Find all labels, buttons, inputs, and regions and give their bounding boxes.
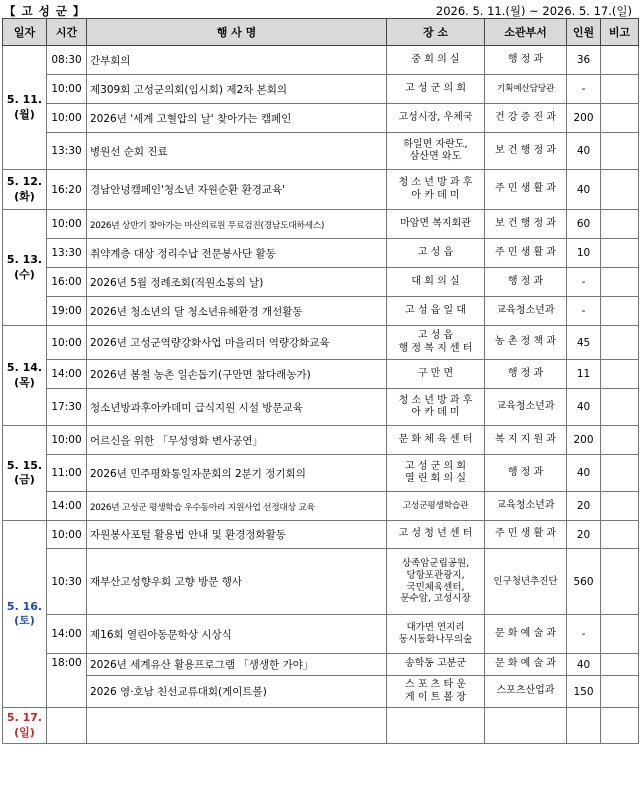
people-cell: 40 <box>567 133 601 170</box>
note-cell <box>601 492 639 521</box>
note-cell <box>601 615 639 654</box>
time-cell: 16:20 <box>47 170 87 210</box>
dept-cell: 행 정 과 <box>485 360 567 389</box>
place-cell: 스 포 츠 타 운 게 이 트 볼 장 <box>387 676 485 708</box>
people-cell: 11 <box>567 360 601 389</box>
place-cell: 하일면 자란도, 삼산면 와도 <box>387 133 485 170</box>
org-title: 【 고 성 군 】 <box>4 4 86 18</box>
time-cell: 10:00 <box>47 104 87 133</box>
event-cell: 자원봉사포털 활용법 안내 및 환경정화활동 <box>87 521 387 549</box>
col-header-event: 행 사 명 <box>87 19 387 46</box>
people-cell: 560 <box>567 549 601 615</box>
dept-cell: 보 건 행 정 과 <box>485 133 567 170</box>
table-row <box>3 104 639 133</box>
table-row <box>3 75 639 104</box>
time-cell: 14:00 <box>47 615 87 654</box>
dept-cell: 주 민 생 활 과 <box>485 170 567 210</box>
time-cell: 10:00 <box>47 426 87 455</box>
dept-cell: 교육청소년과 <box>485 297 567 326</box>
people-cell: 200 <box>567 104 601 133</box>
event-cell: 2026 영·호남 친선교류대회(게이트볼) <box>87 676 387 708</box>
note-cell <box>601 676 639 708</box>
col-header-place: 장 소 <box>387 19 485 46</box>
dept-cell: 스포츠산업과 <box>485 676 567 708</box>
event-cell: 2026년 봄철 농촌 일손돕기(구만면 참다래농가) <box>87 360 387 389</box>
table-row <box>3 615 639 654</box>
table-row <box>3 210 639 239</box>
place-cell: 고 성 청 년 센 터 <box>387 521 485 549</box>
time-cell: 18:00 <box>47 654 87 708</box>
people-cell: 45 <box>567 326 601 360</box>
place-cell: 고 성 군 의 회 열 린 회 의 실 <box>387 455 485 492</box>
time-cell: 13:30 <box>47 133 87 170</box>
place-cell: 상족암군립공원, 당항포관광지, 국민체육센터, 문수암, 고성시장 <box>387 549 485 615</box>
dept-cell: 교육청소년과 <box>485 389 567 426</box>
event-cell: 제16회 열린아동문학상 시상식 <box>87 615 387 654</box>
note-cell <box>601 297 639 326</box>
event-cell: 병원선 순회 진료 <box>87 133 387 170</box>
note-cell <box>601 360 639 389</box>
note-cell <box>601 210 639 239</box>
col-header-date: 일자 <box>3 19 47 46</box>
date-cell: 5. 11. (월) <box>3 46 47 170</box>
event-cell: 취약계층 대상 정리수납 전문봉사단 활동 <box>87 239 387 268</box>
dept-cell: 문 화 예 술 과 <box>485 615 567 654</box>
dept-cell: 복 지 지 원 과 <box>485 426 567 455</box>
table-row <box>3 654 639 676</box>
event-cell: 경남안녕캠페인'청소년 자원순환 환경교육' <box>87 170 387 210</box>
people-cell: - <box>567 75 601 104</box>
table-row <box>3 268 639 297</box>
note-cell <box>601 268 639 297</box>
schedule-period: 2026. 5. 11.(월) ~ 2026. 5. 17.(일) <box>435 4 632 18</box>
dept-cell: 보 건 행 정 과 <box>485 210 567 239</box>
dept-cell: 기획예산담당관 <box>485 75 567 104</box>
document-header <box>0 0 640 18</box>
dept-cell <box>485 708 567 744</box>
people-cell: 40 <box>567 170 601 210</box>
people-cell: 150 <box>567 676 601 708</box>
dept-cell: 주 민 생 활 과 <box>485 239 567 268</box>
dept-cell: 행 정 과 <box>485 46 567 75</box>
table-row <box>3 426 639 455</box>
event-cell: 2026년 5월 정례조회(직원소통의 날) <box>87 268 387 297</box>
event-cell: 2026년 상반기 찾아가는 마산의료원 무료검진(경남도대하세스) <box>87 210 387 239</box>
event-cell <box>87 708 387 744</box>
note-cell <box>601 549 639 615</box>
time-cell: 16:00 <box>47 268 87 297</box>
people-cell: - <box>567 297 601 326</box>
col-header-time: 시간 <box>47 19 87 46</box>
note-cell <box>601 104 639 133</box>
event-cell: 2026년 민주평화통일자문회의 2분기 정기회의 <box>87 455 387 492</box>
event-cell: 간부회의 <box>87 46 387 75</box>
date-cell: 5. 16. (토) <box>3 521 47 708</box>
time-cell: 10:00 <box>47 210 87 239</box>
dept-cell: 문 화 예 술 과 <box>485 654 567 676</box>
place-cell: 마암면 복지회관 <box>387 210 485 239</box>
table-row <box>3 46 639 75</box>
col-header-dept: 소관부서 <box>485 19 567 46</box>
time-cell: 10:00 <box>47 326 87 360</box>
place-cell: 고 성 읍 행 정 복 지 센 터 <box>387 326 485 360</box>
time-cell <box>47 708 87 744</box>
place-cell: 청 소 년 방 과 후 아 카 데 미 <box>387 170 485 210</box>
time-cell: 17:30 <box>47 389 87 426</box>
dept-cell: 교육청소년과 <box>485 492 567 521</box>
dept-cell: 주 민 생 활 과 <box>485 521 567 549</box>
dept-cell: 행 정 과 <box>485 455 567 492</box>
table-row <box>3 133 639 170</box>
people-cell: 40 <box>567 389 601 426</box>
place-cell: 고 성 군 의 회 <box>387 75 485 104</box>
note-cell <box>601 75 639 104</box>
people-cell: 40 <box>567 455 601 492</box>
time-cell: 13:30 <box>47 239 87 268</box>
people-cell: 60 <box>567 210 601 239</box>
place-cell: 송학동 고분군 <box>387 654 485 676</box>
people-cell: 20 <box>567 492 601 521</box>
place-cell: 고 성 읍 <box>387 239 485 268</box>
place-cell: 문 화 체 육 센 터 <box>387 426 485 455</box>
dept-cell: 건 강 증 진 과 <box>485 104 567 133</box>
time-cell: 10:00 <box>47 75 87 104</box>
event-cell: 2026년 고성군역량강화사업 마을리더 역량강화교육 <box>87 326 387 360</box>
dept-cell: 행 정 과 <box>485 268 567 297</box>
note-cell <box>601 521 639 549</box>
date-cell: 5. 12. (화) <box>3 170 47 210</box>
table-row <box>3 389 639 426</box>
place-cell: 청 소 년 방 과 후 아 카 데 미 <box>387 389 485 426</box>
time-cell: 14:00 <box>47 360 87 389</box>
event-cell: 2026년 세계유산 활용프로그램 「생생한 가야」 <box>87 654 387 676</box>
table-row <box>3 360 639 389</box>
place-cell: 고 성 읍 일 대 <box>387 297 485 326</box>
people-cell: 10 <box>567 239 601 268</box>
note-cell <box>601 170 639 210</box>
note-cell <box>601 46 639 75</box>
people-cell: - <box>567 615 601 654</box>
event-cell: 재부산고성향우회 고향 방문 행사 <box>87 549 387 615</box>
event-cell: 제309회 고성군의회(임시회) 제2차 본회의 <box>87 75 387 104</box>
people-cell: 40 <box>567 654 601 676</box>
table-row <box>3 676 639 708</box>
time-cell: 10:30 <box>47 549 87 615</box>
people-cell <box>567 708 601 744</box>
note-cell <box>601 654 639 676</box>
table-row <box>3 326 639 360</box>
event-cell: 2026년 청소년의 달 청소년유해환경 개선활동 <box>87 297 387 326</box>
note-cell <box>601 239 639 268</box>
people-cell: - <box>567 268 601 297</box>
people-cell: 200 <box>567 426 601 455</box>
note-cell <box>601 708 639 744</box>
date-cell: 5. 14. (목) <box>3 326 47 426</box>
place-cell <box>387 708 485 744</box>
place-cell: 고성군평생학습관 <box>387 492 485 521</box>
table-row <box>3 239 639 268</box>
event-cell: 청소년방과후아카데미 급식지원 시설 방문교육 <box>87 389 387 426</box>
place-cell: 고성시장, 우체국 <box>387 104 485 133</box>
time-cell: 14:00 <box>47 492 87 521</box>
people-cell: 36 <box>567 46 601 75</box>
place-cell: 대가면 연지리 동시동화나무의숲 <box>387 615 485 654</box>
place-cell: 대 회 의 실 <box>387 268 485 297</box>
time-cell: 11:00 <box>47 455 87 492</box>
note-cell <box>601 133 639 170</box>
note-cell <box>601 326 639 360</box>
table-header-row <box>3 19 639 46</box>
note-cell <box>601 389 639 426</box>
table-row <box>3 170 639 210</box>
date-cell: 5. 13. (수) <box>3 210 47 326</box>
note-cell <box>601 455 639 492</box>
table-row <box>3 455 639 492</box>
col-header-people: 인원 <box>567 19 601 46</box>
dept-cell: 농 촌 정 책 과 <box>485 326 567 360</box>
table-row <box>3 297 639 326</box>
event-cell: 2026년 '세계 고혈압의 날' 찾아가는 캠페인 <box>87 104 387 133</box>
table-row <box>3 521 639 549</box>
time-cell: 19:00 <box>47 297 87 326</box>
place-cell: 구 만 면 <box>387 360 485 389</box>
date-cell: 5. 17. (일) <box>3 708 47 744</box>
place-cell: 중 회 의 실 <box>387 46 485 75</box>
note-cell <box>601 426 639 455</box>
table-row <box>3 492 639 521</box>
event-cell: 2026년 고성군 평생학습 우수동아리 지원사업 선정대상 교육 <box>87 492 387 521</box>
time-cell: 10:00 <box>47 521 87 549</box>
table-row <box>3 549 639 615</box>
table-row <box>3 708 639 744</box>
people-cell: 20 <box>567 521 601 549</box>
weekly-schedule-table <box>2 18 639 744</box>
date-cell: 5. 15. (금) <box>3 426 47 521</box>
event-cell: 어르신을 위한 「무성영화 변사공연」 <box>87 426 387 455</box>
time-cell: 08:30 <box>47 46 87 75</box>
col-header-note: 비고 <box>601 19 639 46</box>
dept-cell: 인구청년추진단 <box>485 549 567 615</box>
